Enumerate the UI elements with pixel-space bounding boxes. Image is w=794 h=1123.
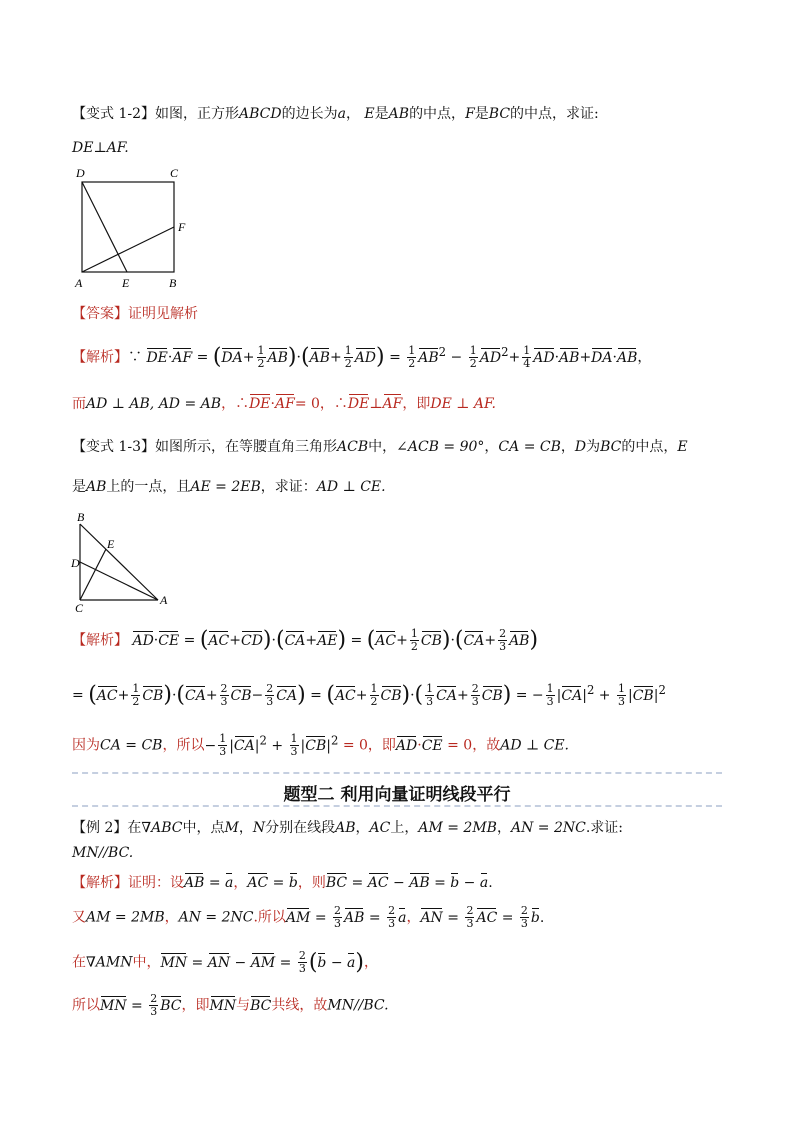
analysis-tag: 【解析】 <box>72 349 128 366</box>
text: 共线，故 <box>271 997 328 1014</box>
math: DE ⊥ AF. <box>430 396 496 412</box>
text: 分别在线段 <box>265 820 336 836</box>
section-title: 题型二 利用向量证明线段平行 <box>283 785 511 805</box>
text: 是 <box>474 106 489 122</box>
example-2-statement <box>72 818 623 838</box>
vertex-label-f: F <box>178 220 186 234</box>
analysis-1-2-line2: 而AD ⊥ AB, AD = AB，∴DE·AF= 0，∴DE⊥AF，即DE ⊥ AF. <box>72 396 496 412</box>
text: 为 <box>586 439 601 455</box>
variant-1-3-line2 <box>72 477 386 497</box>
text: ， <box>560 439 575 455</box>
answer-tag: 【答案】 <box>72 306 128 322</box>
text: ，即 <box>402 396 431 412</box>
text: 如图，正方形 <box>155 106 239 122</box>
text: ⊥ <box>369 396 383 412</box>
square-figure <box>72 164 202 290</box>
math: AN = 2NC <box>510 820 586 836</box>
segment-de <box>82 182 127 272</box>
text: ， <box>164 909 179 926</box>
math: AB <box>86 479 107 495</box>
text: ， <box>637 349 652 366</box>
analysis-1-3-line2: = (AC+ $\frac{1}{2}$ CB)·(CA+ $\frac{2}{3}$ CB− $\frac{2}{3}$ CA) = (AC+ $\frac{1}{2}$ CB)·( $\frac{1}{3}$ CA+ $\frac{2}{3}$ CB) = − $\frac{1}{3}$ $|CA|^2$ + $\frac{1}{3}$ $|CB|^2$ <box>72 682 666 709</box>
variant-1-2-goal: DE⊥AF. <box>72 140 129 156</box>
text: .所以 <box>253 909 286 926</box>
vertex-label-d: D <box>71 556 80 570</box>
vertex-label-c: C <box>170 166 179 180</box>
math: AE = 2EB <box>190 479 261 495</box>
math: AB <box>335 820 356 836</box>
text: 在 <box>127 820 142 836</box>
example-2-goal: MN//BC. <box>72 845 134 861</box>
analysis-tag: 【解析】 <box>72 632 128 649</box>
section-divider-top <box>72 772 722 774</box>
math: E <box>677 439 688 455</box>
segment-ab <box>80 524 158 600</box>
text: ∵ <box>128 349 142 366</box>
text: ， <box>363 954 378 971</box>
math: D <box>574 439 587 455</box>
math: E <box>364 106 375 122</box>
segment-af <box>82 227 174 272</box>
text: ， <box>355 820 370 836</box>
math: AD ⊥ CE. <box>500 737 569 754</box>
vertex-label-e: E <box>107 537 115 551</box>
vertex-label-c: C <box>75 601 84 615</box>
text: .求证: <box>585 820 623 836</box>
section-divider-bottom <box>72 805 722 807</box>
text: ， <box>406 909 421 926</box>
text: 是 <box>72 479 86 495</box>
variant-1-3-statement <box>72 437 688 457</box>
variant-tag: 【变式 1-3】 <box>72 439 155 455</box>
text: 而 <box>72 396 86 412</box>
analysis-tag: 【解析】 <box>72 875 128 891</box>
math: N <box>252 820 266 836</box>
math: CA = CB <box>498 439 561 455</box>
analysis-1-3-line1: 【解析】 AD·CE = (AC+CD)·(CA+AE) = (AC+ $\frac{1}{2}$ CB)·(CA+ $\frac{2}{3}$ AB) <box>72 627 539 653</box>
example-tag: 【例 2】 <box>72 820 128 836</box>
text: 上的一点，且 <box>106 479 191 495</box>
segment-ce <box>80 549 106 600</box>
text: ，求证： <box>260 479 317 495</box>
text: 又 <box>72 909 86 926</box>
math: ∇ABC <box>141 820 183 836</box>
text: 中， <box>368 439 397 455</box>
text: 的边长为 <box>281 106 338 122</box>
analysis-1-2-line1: 【解析】∵ DE·AF = (DA+ $\frac{1}{2}$ AB)·(AB+ $\frac{1}{2}$ AD) = $\frac{1}{2}$ $AB^2$ − $\frac{1}{2}$ $AD^2+$ $\frac{1}{4}$ AD·AB+DA·AB， <box>72 344 652 371</box>
vertex-label-a: A <box>75 276 83 290</box>
vertex-label-b: B <box>169 276 177 290</box>
text: = 0，∴ <box>294 396 348 412</box>
math: BC <box>488 106 511 122</box>
vertex-label-d: D <box>76 166 85 180</box>
text: 的中点， <box>409 106 466 122</box>
math: AC <box>369 820 391 836</box>
triangle-figure <box>70 510 175 615</box>
math: AB <box>388 106 410 122</box>
answer-text: 证明见解析 <box>128 306 198 322</box>
math: AN = 2NC <box>178 909 254 926</box>
analysis-2-line1: 【解析】证明：设AB = a，AC = b，则BC = AC − AB = b − a. <box>72 875 493 891</box>
text: 是 <box>374 106 389 122</box>
text: 如图所示，在等腰直角三角形 <box>155 439 337 455</box>
math: ACB <box>337 439 369 455</box>
text: 上， <box>390 820 419 836</box>
math: AD ⊥ CE. <box>316 479 386 495</box>
text: ，所以 <box>162 737 205 754</box>
math: F <box>465 106 475 122</box>
text: ， <box>238 820 253 836</box>
text: ，∴ <box>221 396 250 412</box>
variant-1-2-statement: 【变式 1-2】如图，正方形ABCD的边长为a， E是AB的中点，F是BC的中点，求证: <box>72 106 599 122</box>
math: M <box>224 820 239 836</box>
analysis-2-line2: 又AM = 2MB，AN = 2NC.所以AM = $\frac{2}{3}$ AB = $\frac{2}{3}$ a，AN = $\frac{2}{3}$ AC = $\frac{2}{3}$ b. <box>72 904 545 930</box>
text: ，即 <box>181 997 210 1014</box>
text: 中，点 <box>182 820 225 836</box>
text: 的中点，求证: <box>510 106 599 122</box>
text: 的中点， <box>621 439 678 455</box>
math: ABCD <box>239 106 282 122</box>
math: MN//BC. <box>327 997 389 1014</box>
analysis-2-line4: 所以MN = $\frac{2}{3}$ BC，即MN与BC共线，故MN//BC. <box>72 992 389 1018</box>
analysis-2-line3: 在∇AMN中，MN = AN − AM = $\frac{2}{3}$ (b − a)， <box>72 949 378 975</box>
text: ， <box>233 875 248 891</box>
variant-tag: 【变式 1-2】 <box>72 106 155 122</box>
analysis-1-3-conclusion: 因为CA = CB，所以− $\frac{1}{3}$ $|CA|^2$ + $\frac{1}{3}$ $|CB|^2 = 0$，即AD·CE = 0，故AD ⊥ CE. <box>72 732 569 759</box>
text: ，则 <box>297 875 326 891</box>
text: 与 <box>236 997 251 1014</box>
text: 因为 <box>72 737 100 754</box>
text: = 0，故 <box>447 737 501 754</box>
math: a <box>337 106 346 122</box>
vertex-label-e: E <box>122 276 130 290</box>
math: BC <box>600 439 622 455</box>
text: 证明：设 <box>128 875 184 891</box>
math: ∠ACB = 90° <box>396 439 485 455</box>
text: = 0，即 <box>342 737 396 754</box>
math: ∇AMN <box>86 954 133 971</box>
math: AD ⊥ AB, AD = AB <box>86 396 222 412</box>
text: 中， <box>132 954 161 971</box>
square-outline <box>82 182 174 272</box>
vertex-label-a: A <box>160 593 168 607</box>
text: 在 <box>72 954 86 971</box>
math: AM = 2MB <box>418 820 497 836</box>
math: AM = 2MB <box>86 909 165 926</box>
text: 所以 <box>72 997 100 1014</box>
text: ， <box>484 439 499 455</box>
answer-1-2 <box>72 304 198 324</box>
vertex-label-b: B <box>77 510 85 524</box>
segment-ad <box>80 562 158 600</box>
text: ， <box>496 820 511 836</box>
math: CA = CB <box>100 737 163 754</box>
